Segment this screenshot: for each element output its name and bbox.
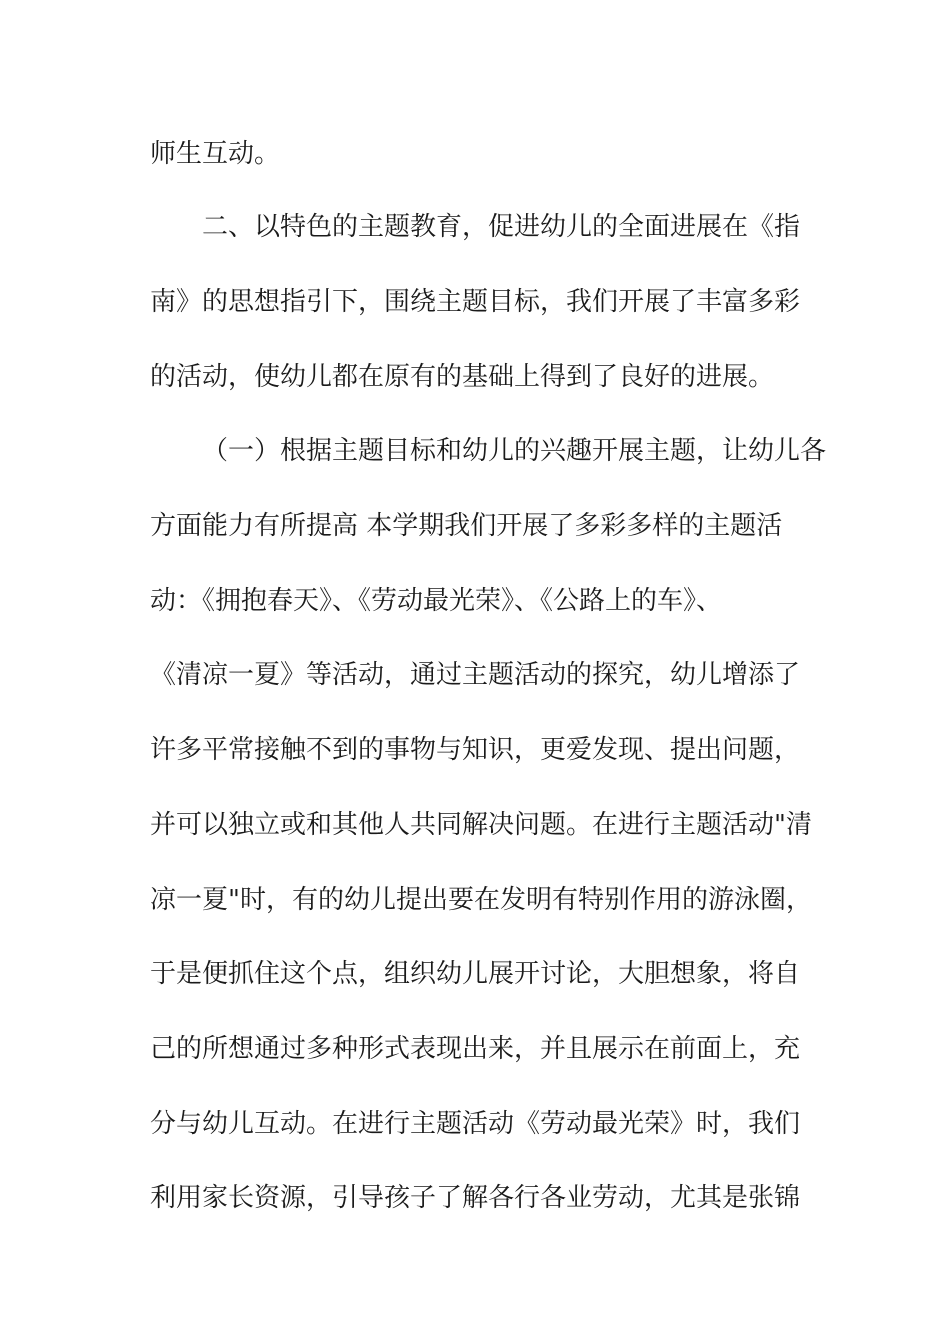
text-line-14: 分与幼儿互动。在进行主题活动《劳动最光荣》时，我们 xyxy=(150,1109,801,1139)
text-line-15: 利用家长资源，引导孩子了解各行各业劳动，尤其是张锦 xyxy=(150,1183,801,1213)
text-line-7: 动：《拥抱春天》、《劳动最光荣》、《公路上的车》、 xyxy=(150,586,723,616)
text-line-1: 师生互动。 xyxy=(150,139,281,169)
heading-line: 二、以特色的主题教育，促进幼儿的全面进展在《指 xyxy=(202,212,801,242)
text-line-11: 凉一夏"时，有的幼儿提出要在发明有特别作用的游泳圈， xyxy=(150,885,812,915)
text-line-10: 并可以独立或和其他人共同解决问题。在进行主题活动"清 xyxy=(150,810,812,840)
text-line-3: 南》的思想指引下，围绕主题目标，我们开展了丰富多彩 xyxy=(150,287,801,317)
text-line-13: 己的所想通过多种形式表现出来，并且展示在前面上，充 xyxy=(150,1034,801,1064)
text-line-9: 许多平常接触不到的事物与知识，更爱发现、提出问题， xyxy=(150,735,801,765)
subheading-line: （一）根据主题目标和幼儿的兴趣开展主题，让幼儿各 xyxy=(202,436,827,466)
text-line-8: 《清凉一夏》等活动，通过主题活动的探究，幼儿增添了 xyxy=(150,660,801,690)
text-line-4: 的活动，使幼儿都在原有的基础上得到了良好的进展。 xyxy=(150,362,775,392)
text-line-6: 方面能力有所提高 本学期我们开展了多彩多样的主题活 xyxy=(150,511,783,541)
text-line-12: 于是便抓住这个点，组织幼儿展开讨论，大胆想象，将自 xyxy=(150,959,801,989)
